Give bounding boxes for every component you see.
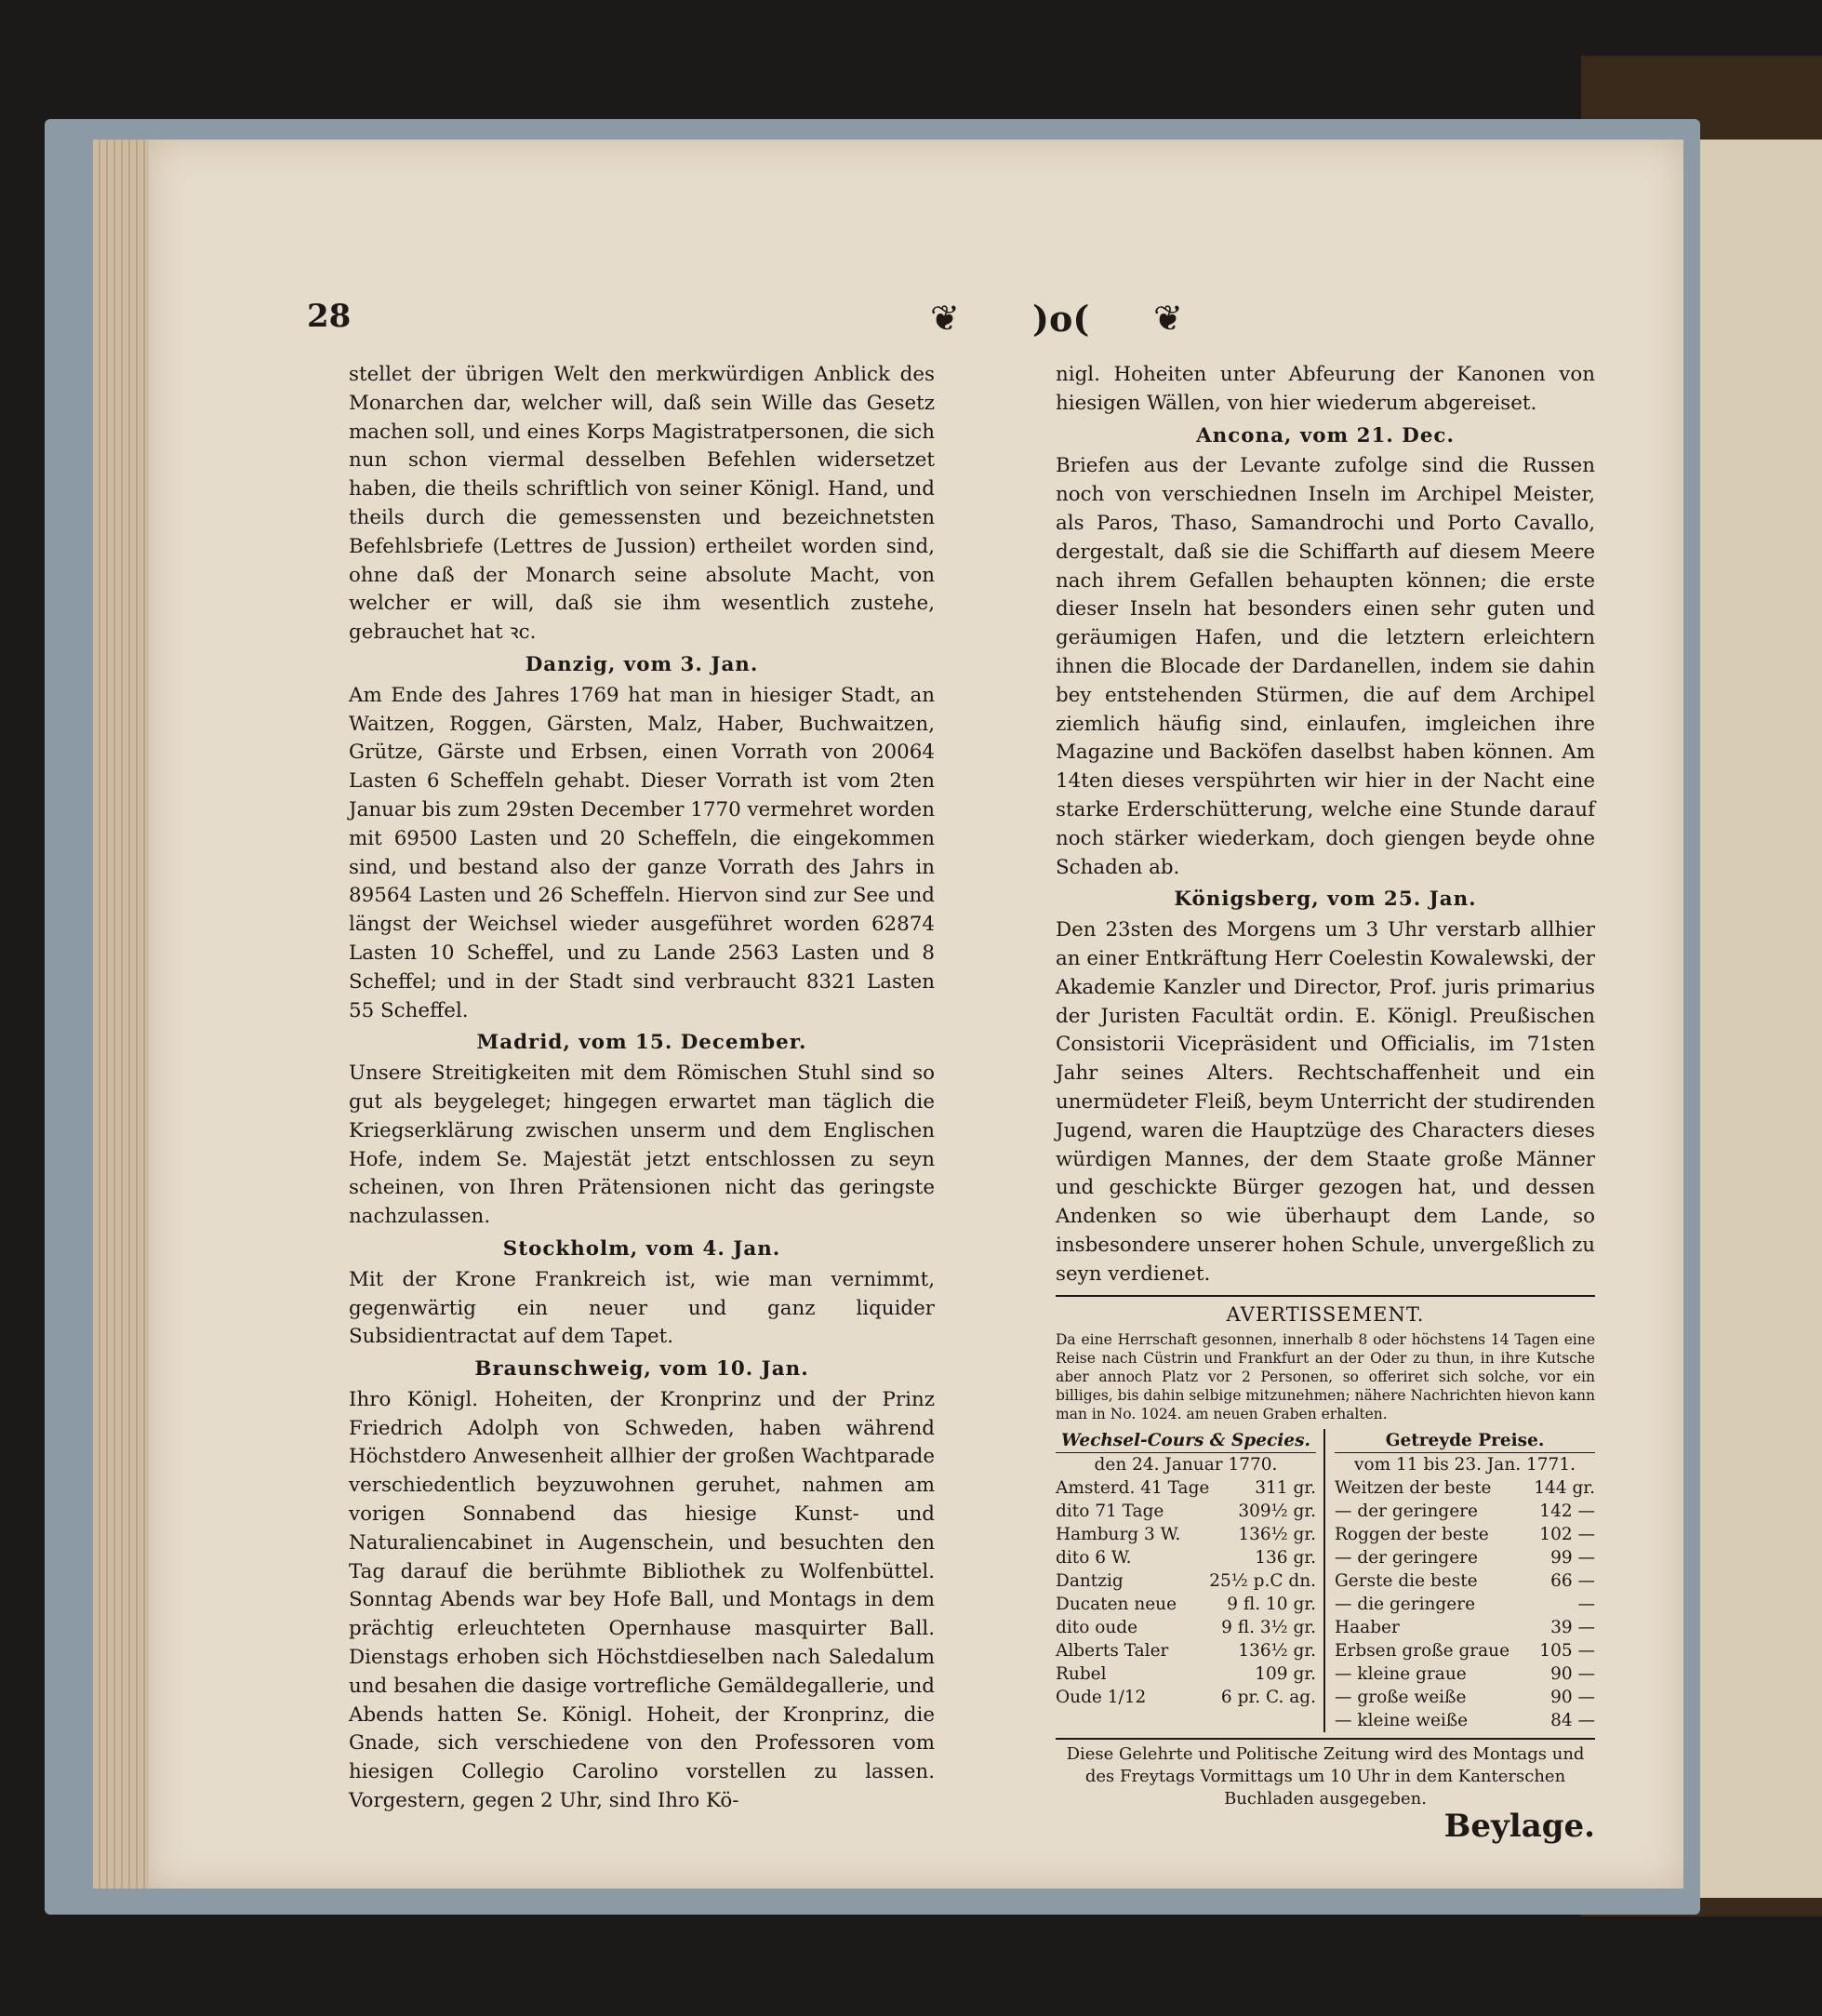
article-paragraph: Am Ende des Jahres 1769 hat man in hiesiger Stadt, an Waitzen, Roggen, Gärsten, Malz, Haber, Buchwaitzen, Grütze, Gärste und Erbsen, einen Vorrath von 20064 Lasten 6 Scheffeln gehabt. Dieser Vorrath ist vom 2ten Januar bis zum 29sten December 1770 vermehret worden mit 69500 Lasten und 20 Scheffeln, die eingekommen sind, und bestand also der ganze Vorrath des Jahrs in 89564 Lasten und 26 Scheffeln. Hiervon sind zur See und längst der Weichsel wieder ausgeführet worden 62874 Lasten 10 Scheffel, und zu Lande 2563 Lasten und 8 Scheffel; und in der Stadt sind verbraucht 8321 Lasten 55 Scheffel.: [349, 683, 935, 1022]
row-label: — große weiße: [1335, 1688, 1467, 1708]
page-content: [149, 279, 1683, 1846]
article-paragraph: nigl. Hoheiten unter Abfeurung der Kanonen von hiesigen Wällen, von hier wiederum abgereiset.: [1056, 363, 1595, 415]
table-row: [1056, 1593, 1316, 1616]
article-paragraph: Briefen aus der Levante zufolge sind die Russen noch von verschiednen Inseln im Archipel Meister, als Paros, Thaso, Samandrochi und Porto Cavallo, dergestalt, daß sie die Schiffarth auf diesem Meere nach ihrem Gefallen behaupten können; die erste dieser Inseln hat besonders einen sehr guten und geräumigen Hafen, und die letztern erleichtern ihnen die Blocade der Dardanellen, indem sie dahin bey entstehenden Stürmen, die auf dem Archipel ziemlich häufig sind, einlaufen, imgleichen ihre Magazine und Backöfen daselbst haben können. Am 14ten dieses verspührten wir hier in der Nacht eine starke Erderschütterung, welche eine Stunde darauf noch stärker wiederkam, doch giengen beyde ohne Schaden ab.: [1056, 454, 1595, 879]
row-label: dito oude: [1056, 1618, 1138, 1638]
row-value: 90 —: [1550, 1688, 1595, 1708]
article-paragraph: Mit der Krone Frankreich ist, wie man vernimmt, gegenwärtig ein neuer und ganz liquider Subsidientractat auf dem Tapet.: [349, 1267, 935, 1349]
row-value: 9 fl. 3½ gr.: [1221, 1618, 1316, 1638]
avertissement-title: AVERTISSEMENT.: [1226, 1302, 1425, 1326]
row-label: Amsterd. 41 Tage: [1056, 1478, 1210, 1499]
row-label: dito 6 W.: [1056, 1548, 1132, 1569]
row-label: Alberts Taler: [1056, 1641, 1169, 1662]
table-row: [1056, 1546, 1316, 1569]
table-row: [1056, 1639, 1316, 1662]
ornament-center: )o(: [1032, 298, 1090, 340]
row-value: 109 gr.: [1255, 1664, 1316, 1685]
dateline-danzig: Danzig, vom 3. Jan.: [525, 652, 759, 676]
exchange-rows: [1056, 1476, 1316, 1709]
article-paragraph: stellet der übrigen Welt den merkwürdigen Anblick des Monarchen dar, welcher will, daß sein Wille das Gesetz machen soll, und eines Korps Magistratpersonen, die sich nun schon viermal desselben Befehlen widersetzet haben, die theils schriftlich von seiner Königl. Hand, und theils durch die gemessensten und bezeichnetsten Befehlsbriefe (Lettres de Jussion) ertheilet worden sind, ohne daß der Monarch seine absolute Macht, von welcher er will, daß sie ihm wesentlich zustehe, gebrauchet hat ꝛc.: [349, 363, 935, 645]
row-label: Weitzen der beste: [1335, 1478, 1492, 1499]
row-value: 136 gr.: [1255, 1548, 1316, 1569]
ornament-right-icon: ❦: [1153, 298, 1183, 339]
row-label: Hamburg 3 W.: [1056, 1525, 1181, 1545]
table-row: [1335, 1546, 1595, 1569]
row-value: 102 —: [1539, 1525, 1595, 1545]
row-value: 136½ gr.: [1238, 1641, 1316, 1662]
row-label: Rubel: [1056, 1664, 1107, 1685]
divider: [1056, 1295, 1595, 1297]
page-header: [149, 298, 1460, 354]
row-value: 90 —: [1550, 1664, 1595, 1685]
grain-rows: [1335, 1476, 1595, 1732]
exchange-title: Wechsel-Cours & Species.: [1056, 1429, 1316, 1453]
row-value: 6 pr. C. ag.: [1220, 1688, 1316, 1708]
exchange-table: [1056, 1429, 1325, 1732]
row-label: — kleine graue: [1335, 1664, 1467, 1685]
row-label: Erbsen große graue: [1335, 1641, 1510, 1662]
table-row: [1056, 1616, 1316, 1639]
row-label: — der geringere: [1335, 1502, 1478, 1522]
row-value: 309½ gr.: [1238, 1502, 1316, 1522]
article-paragraph: Den 23sten des Morgens um 3 Uhr verstarb allhier an einer Entkräftung Herr Coelestin Kowalewski, der Akademie Kanzler und Director, Prof. juris primarius der Juristen Facultät ordin. E. Königl. Preußischen Consistorii Vicepräsident und Officialis, im 71sten Jahr seines Alters. Rechtschaffenheit und ein unermüdeter Fleiß, beym Unterricht der studirenden Jugend, waren die Hauptzüge des Characters dieses würdigen Mannes, der dem Staate große Männer und geschickte Bürger gezogen hat, und dessen Andenken so wie überhaupt dem Lande, so insbesondere unserer hohen Schule, unvergeßlich zu seyn verdienet.: [1056, 918, 1595, 1286]
table-row: [1056, 1662, 1316, 1686]
dateline-koenigsberg: Königsberg, vom 25. Jan.: [1174, 888, 1477, 912]
article-paragraph: Unsere Streitigkeiten mit dem Römischen Stuhl sind so gut als beygeleget; hingegen erwartet man täglich die Kriegserklärung zwischen unserm und dem Englischen Hofe, indem Se. Majestät jetzt entschlossen zu seyn scheinen, von Ihren Prätensionen nicht das geringste nachzulassen.: [349, 1061, 935, 1229]
page-number: 28: [307, 298, 352, 335]
row-value: 99 —: [1550, 1548, 1595, 1569]
exchange-date: den 24. Januar 1770.: [1094, 1455, 1278, 1475]
row-label: Dantzig: [1056, 1571, 1124, 1592]
table-row: [1056, 1476, 1316, 1500]
table-row: [1056, 1523, 1316, 1546]
ornament-left-icon: ❦: [930, 298, 960, 339]
row-value: 9 fl. 10 gr.: [1227, 1595, 1316, 1615]
row-label: dito 71 Tage: [1056, 1502, 1164, 1522]
row-label: — kleine weiße: [1335, 1711, 1469, 1731]
row-value: 25½ p.C dn.: [1209, 1571, 1316, 1592]
table-row: [1335, 1709, 1595, 1732]
table-row: [1335, 1523, 1595, 1546]
newspaper-page: [149, 140, 1683, 1889]
table-row: [1335, 1639, 1595, 1662]
row-value: 311 gr.: [1255, 1478, 1316, 1499]
table-row: [1056, 1686, 1316, 1709]
table-row: [1056, 1569, 1316, 1593]
table-row: [1335, 1662, 1595, 1686]
right-column: [1056, 361, 1595, 1846]
table-row: [1335, 1686, 1595, 1709]
row-label: Ducaten neue: [1056, 1595, 1177, 1615]
row-value: —: [1577, 1595, 1595, 1615]
row-label: Roggen der beste: [1335, 1525, 1489, 1545]
row-label: — die geringere: [1335, 1595, 1476, 1615]
table-row: [1335, 1500, 1595, 1523]
left-column: [349, 361, 935, 1816]
grain-title: Getreyde Preise.: [1335, 1429, 1595, 1453]
row-value: 84 —: [1550, 1711, 1595, 1731]
row-value: 105 —: [1539, 1641, 1595, 1662]
table-row: [1335, 1593, 1595, 1616]
row-label: Gerste die beste: [1335, 1571, 1478, 1592]
row-value: 66 —: [1550, 1571, 1595, 1592]
row-value: 39 —: [1550, 1618, 1595, 1638]
article-paragraph: Ihro Königl. Hoheiten, der Kronprinz und der Prinz Friedrich Adolph von Schweden, haben während Höchstdero Anwesenheit allhier der großen Wachtparade verschiedentlich beyzuwohnen geruhet, nahmen am vorigen Sonnabend das hiesige Kunst- und Naturaliencabinet in Augenschein, und besuchten den Tag darauf die berühmte Bibliothek zu Wolfenbüttel. Sonntag Abends war bey Hofe Ball, und Montags in dem prächtig erleuchteten Opernhause masquirter Ball. Dienstags erhoben sich Höchstdieselben nach Saledalum und besahen die dasige vortrefliche Gemäldegallerie, und Abends hatten Se. Königl. Hoheit, der Kronprinz, die Gnade, sich verschiedene von den Professoren vom hiesigen Collegio Carolino vorstellen zu lassen. Vorgestern, gegen 2 Uhr, sind Ihro Kö-: [349, 1387, 935, 1813]
catchword: Beylage.: [1443, 1808, 1595, 1846]
table-row: [1056, 1500, 1316, 1523]
table-row: [1335, 1569, 1595, 1593]
dateline-stockholm: Stockholm, vom 4. Jan.: [502, 1236, 781, 1261]
grain-date: vom 11 bis 23. Jan. 1771.: [1354, 1455, 1576, 1475]
grain-table: [1325, 1429, 1595, 1732]
table-row: [1335, 1476, 1595, 1500]
row-value: 144 gr.: [1534, 1478, 1595, 1499]
publication-notice: Diese Gelehrte und Politische Zeitung wird des Montags und des Freytags Vormittags um 10 Uhr in dem Kanterschen Buchladen ausgegeben.: [1056, 1738, 1595, 1810]
avertissement-text: Da eine Herrschaft gesonnen, innerhalb 8 oder höchstens 14 Tagen eine Reise nach Cüstrin und Frankfurt an der Oder zu thun, in ihre Kutsche aber annoch Platz vor 2 Personen, so offeriret sich solche, vor ein billiges, bis dahin selbige mitzunehmen; nähere Nachrichten hievon kann man in No. 1024. am neuen Graben erhalten.: [1056, 1331, 1595, 1423]
price-tables: [1056, 1429, 1595, 1732]
dateline-madrid: Madrid, vom 15. December.: [476, 1031, 807, 1055]
row-label: Oude 1/12: [1056, 1688, 1147, 1708]
row-label: Haaber: [1335, 1618, 1400, 1638]
table-row: [1335, 1616, 1595, 1639]
dateline-braunschweig: Braunschweig, vom 10. Jan.: [474, 1357, 809, 1382]
row-value: 136½ gr.: [1238, 1525, 1316, 1545]
row-value: 142 —: [1539, 1502, 1595, 1522]
dateline-ancona: Ancona, vom 21. Dec.: [1196, 423, 1455, 447]
row-label: — der geringere: [1335, 1548, 1478, 1569]
